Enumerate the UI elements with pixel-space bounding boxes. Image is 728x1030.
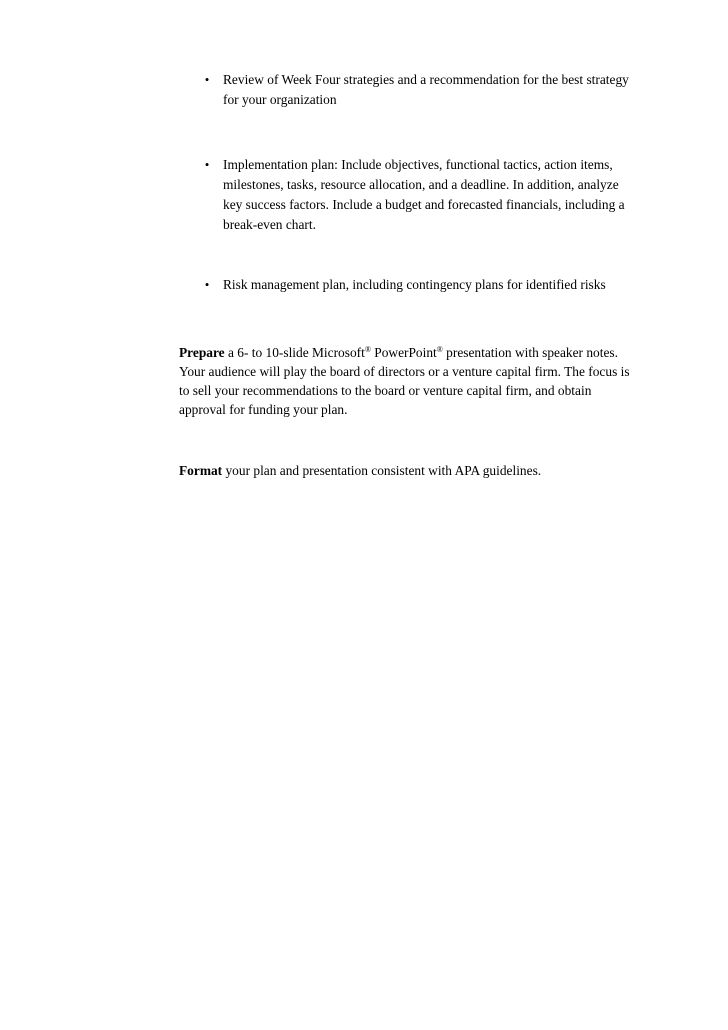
bullet-line: Risk management plan, including contingency plans for identified risks bbox=[223, 277, 606, 292]
bullet-line: key success factors. Include a budget and forecasted financials, including a bbox=[223, 197, 625, 212]
bullet-text bbox=[223, 275, 693, 295]
prepare-text: presentation with speaker notes. bbox=[442, 345, 618, 360]
format-text: your plan and presentation consistent with APA guidelines. bbox=[222, 463, 542, 478]
prepare-text: a 6- to 10-slide Microsoft bbox=[224, 345, 365, 360]
bullet-line: Implementation plan: Include objectives, functional tactics, action items, bbox=[223, 157, 613, 172]
bullet-text bbox=[223, 155, 693, 235]
bullet-line: break-even chart. bbox=[223, 217, 316, 232]
registered-mark: ® bbox=[436, 345, 443, 354]
format-paragraph bbox=[179, 461, 699, 480]
prepare-text: PowerPoint bbox=[370, 345, 437, 360]
prepare-line-3: to sell your recommendations to the board or venture capital firm, and obtain bbox=[179, 383, 592, 398]
bullet-line: milestones, tasks, resource allocation, and a deadline. In addition, analyze bbox=[223, 177, 619, 192]
format-line bbox=[179, 461, 699, 480]
bullet-icon: • bbox=[204, 277, 210, 292]
prepare-line-4: approval for funding your plan. bbox=[179, 402, 348, 417]
prepare-line-2: Your audience will play the board of directors or a venture capital firm. The focus is bbox=[179, 364, 630, 379]
bullet-icon: • bbox=[204, 157, 210, 172]
format-keyword: Format bbox=[179, 463, 223, 478]
bullet-line: Review of Week Four strategies and a recommendation for the best strategy bbox=[223, 72, 629, 87]
bullet-text bbox=[223, 70, 693, 110]
prepare-paragraph bbox=[179, 343, 699, 419]
bullet-line: for your organization bbox=[223, 92, 337, 107]
registered-mark: ® bbox=[364, 345, 371, 354]
prepare-keyword: Prepare bbox=[179, 345, 225, 360]
prepare-line-1 bbox=[179, 343, 699, 362]
bullet-icon: • bbox=[204, 72, 210, 87]
